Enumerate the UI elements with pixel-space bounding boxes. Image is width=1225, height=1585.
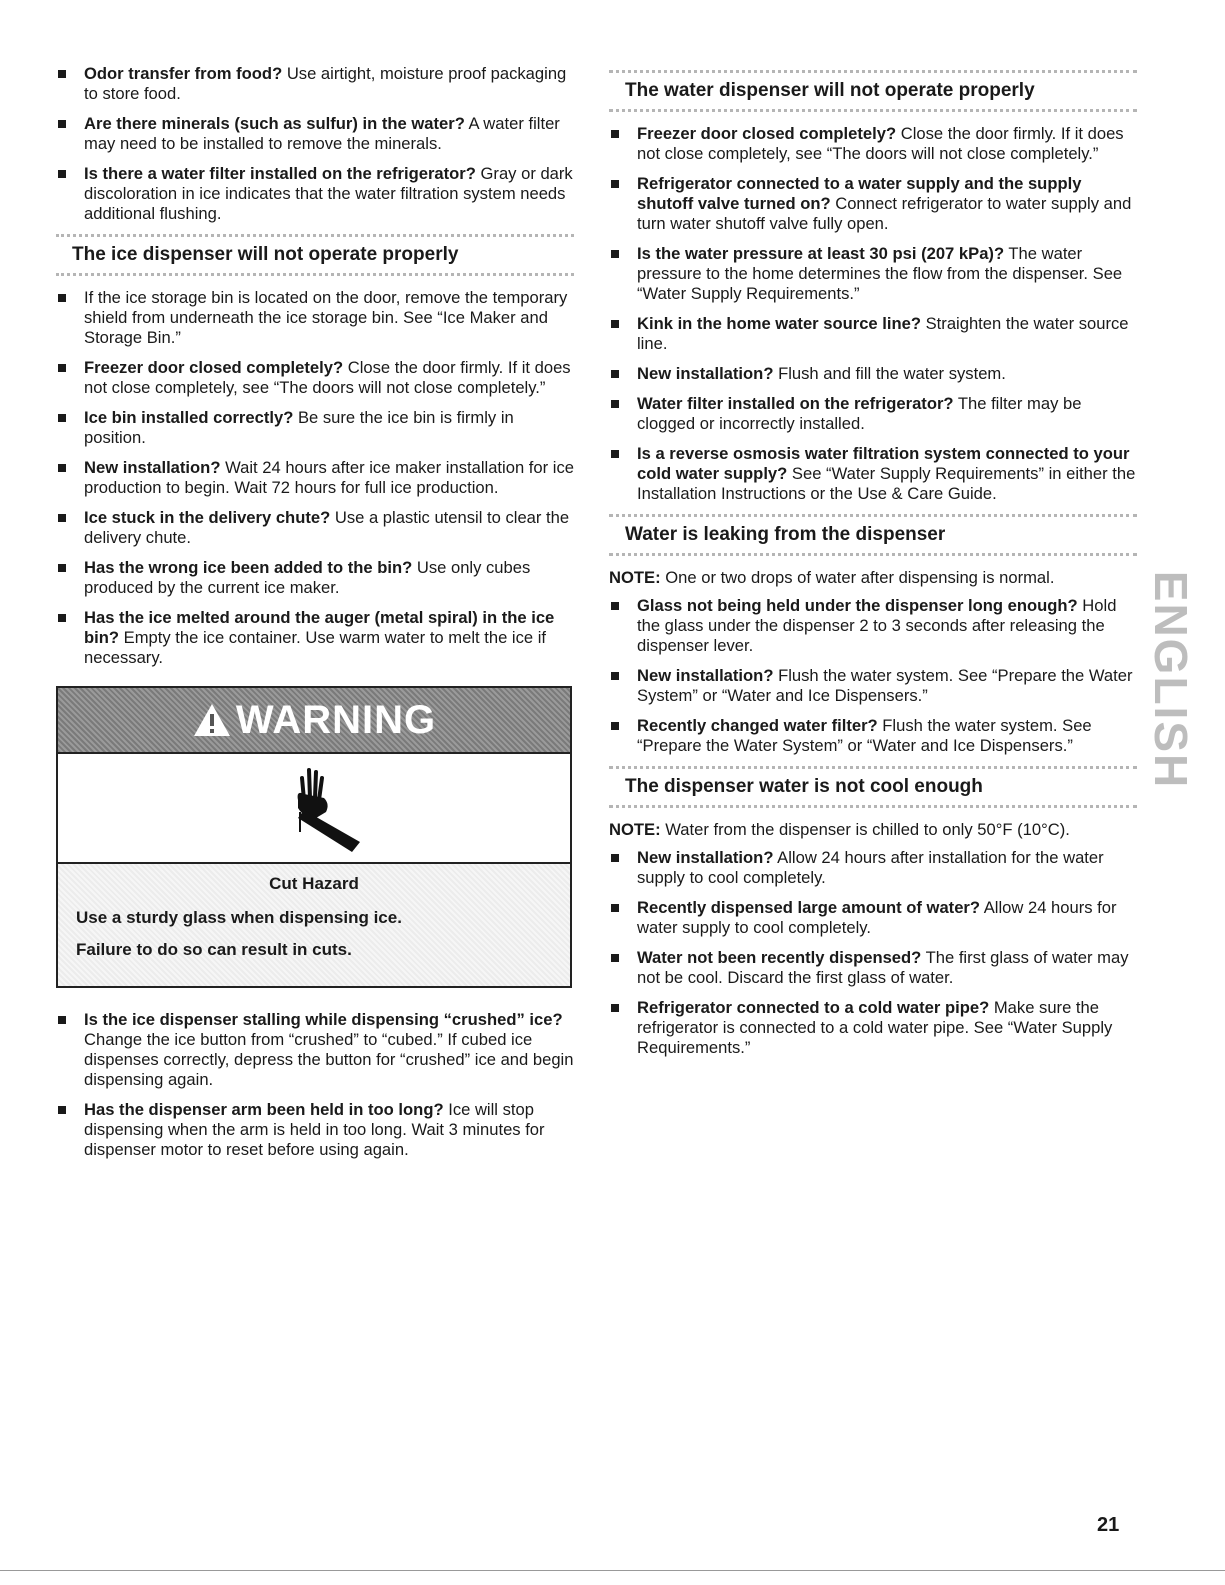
left-column <box>56 64 574 1170</box>
item-question: New installation? <box>637 848 774 867</box>
list-item <box>609 998 1137 1058</box>
bottom-rule <box>0 1570 1225 1571</box>
bullet-icon <box>611 954 619 962</box>
item-question: New installation? <box>84 458 221 477</box>
bullet-icon <box>611 722 619 730</box>
item-answer: A water filter may need to be installed to remove the minerals. <box>84 114 560 153</box>
cut-hand-icon <box>264 760 364 856</box>
list-item <box>56 458 574 498</box>
list-item <box>56 164 574 224</box>
warning-hazard: Cut Hazard <box>269 874 359 893</box>
item-answer: The first glass of water may not be cool. Discard the first glass of water. <box>637 948 1129 987</box>
item-answer: Empty the ice container. Use warm water to melt the ice if necessary. <box>84 628 547 667</box>
list-item <box>609 174 1137 234</box>
warning-line-2: Failure to do so can result in cuts. <box>76 940 352 959</box>
list-item <box>609 444 1137 504</box>
page-number: 21 <box>1097 1514 1120 1536</box>
cool-heading: The dispenser water is not cool enough <box>609 766 1137 808</box>
cool-list <box>609 848 1137 1058</box>
item-question: Is a reverse osmosis water filtration system connected to your cold water supply? <box>637 444 1130 483</box>
bullet-icon <box>611 904 619 912</box>
item-answer: Use airtight, moisture proof packaging to store food. <box>84 64 567 103</box>
list-item <box>56 64 574 104</box>
water-dispenser-heading: The water dispenser will not operate properly <box>609 70 1137 112</box>
bullet-icon <box>58 514 66 522</box>
item-answer: Connect refrigerator to water supply and turn water shutoff valve fully open. <box>637 194 1132 233</box>
bullet-icon <box>58 70 66 78</box>
item-question: Freezer door closed completely? <box>637 124 897 143</box>
item-question: Is there a water filter installed on the refrigerator? <box>84 164 476 183</box>
item-answer: The water pressure to the home determines the flow from the dispenser. See “Water Supply Requirements.” <box>637 244 1123 303</box>
right-column <box>609 70 1137 1068</box>
item-answer: Flush the water system. See “Prepare the Water System” or “Water and Ice Dispensers.” <box>637 716 1092 755</box>
bullet-icon <box>611 1004 619 1012</box>
item-question: Water not been recently dispensed? <box>637 948 922 967</box>
item-question: Has the dispenser arm been held in too long? <box>84 1100 444 1119</box>
item-question: Kink in the home water source line? <box>637 314 921 333</box>
item-answer: Make sure the refrigerator is connected to a cold water pipe. See “Water Supply Requirements.” <box>637 998 1113 1057</box>
list-item <box>56 558 574 598</box>
bullet-icon <box>58 564 66 572</box>
item-answer: The filter may be clogged or incorrectly installed. <box>637 394 1082 433</box>
list-item <box>609 666 1137 706</box>
item-answer: Ice will stop dispensing when the arm is held in too long. Wait 3 minutes for dispenser motor to reset before using again. <box>84 1100 545 1159</box>
bullet-icon <box>611 854 619 862</box>
item-question: Recently dispensed large amount of water? <box>637 898 981 917</box>
bullet-icon <box>58 294 66 302</box>
item-answer: Flush and fill the water system. <box>773 364 1006 383</box>
item-answer: Allow 24 hours after installation for the water supply to cool completely. <box>637 848 1104 887</box>
water-dispenser-list <box>609 124 1137 504</box>
item-question: Has the wrong ice been added to the bin? <box>84 558 413 577</box>
bullet-icon <box>58 170 66 178</box>
leak-note-text: One or two drops of water after dispensing is normal. <box>660 568 1055 587</box>
list-item <box>56 114 574 154</box>
item-question: Refrigerator connected to a cold water pipe? <box>637 998 990 1017</box>
list-item <box>56 288 574 348</box>
list-item <box>609 848 1137 888</box>
warning-text <box>58 864 570 986</box>
item-answer: Close the door firmly. If it does not close completely, see “The doors will not close completely.” <box>84 358 571 397</box>
item-question: Is the water pressure at least 30 psi (207 kPa)? <box>637 244 1005 263</box>
item-question: New installation? <box>637 666 774 685</box>
item-answer: Use a plastic utensil to clear the delivery chute. <box>84 508 570 547</box>
list-item <box>609 898 1137 938</box>
item-question: Odor transfer from food? <box>84 64 283 83</box>
bullet-icon <box>611 250 619 258</box>
item-answer: Straighten the water source line. <box>637 314 1129 353</box>
bullet-icon <box>611 180 619 188</box>
warning-title: WARNING <box>235 697 437 742</box>
leaking-list <box>609 596 1137 756</box>
list-item <box>56 1010 574 1090</box>
leaking-heading: Water is leaking from the dispenser <box>609 514 1137 556</box>
item-question: Refrigerator connected to a water supply and the supply shutoff valve turned on? <box>637 174 1082 213</box>
ice-dispenser-list <box>56 288 574 668</box>
warning-triangle-icon <box>192 702 232 738</box>
item-question: New installation? <box>637 364 774 383</box>
list-item <box>56 608 574 668</box>
bullet-icon <box>58 464 66 472</box>
list-item <box>609 124 1137 164</box>
item-question: Has the ice melted around the auger (metal spiral) in the ice bin? <box>84 608 555 647</box>
warning-box <box>56 686 572 988</box>
list-item <box>609 716 1137 756</box>
list-item <box>609 948 1137 988</box>
item-question: Glass not being held under the dispenser long enough? <box>637 596 1078 615</box>
item-answer: Wait 24 hours after ice maker installation for ice production to begin. Wait 72 hours for full ice production. <box>84 458 574 497</box>
list-item <box>56 1100 574 1160</box>
bullet-icon <box>611 450 619 458</box>
list-item <box>609 596 1137 656</box>
warning-banner <box>58 688 570 754</box>
intro-list <box>56 64 574 224</box>
item-answer: Hold the glass under the dispenser 2 to 3 seconds after releasing the dispenser lever. <box>637 596 1117 655</box>
item-question: Is the ice dispenser stalling while dispensing “crushed” ice? <box>84 1010 563 1029</box>
item-answer: Allow 24 hours for water supply to cool completely. <box>637 898 1117 937</box>
list-item <box>56 358 574 398</box>
item-answer: Close the door firmly. If it does not close completely, see “The doors will not close completely.” <box>637 124 1124 163</box>
leak-note <box>609 568 1137 588</box>
item-question: Are there minerals (such as sulfur) in the water? <box>84 114 465 133</box>
item-question: Freezer door closed completely? <box>84 358 344 377</box>
bullet-icon <box>58 1016 66 1024</box>
warning-line-1: Use a sturdy glass when dispensing ice. <box>76 908 402 927</box>
cool-note <box>609 820 1137 840</box>
item-question: Ice stuck in the delivery chute? <box>84 508 331 527</box>
list-item <box>609 364 1137 384</box>
bullet-icon <box>58 120 66 128</box>
bullet-icon <box>611 130 619 138</box>
item-answer: See “Water Supply Requirements” in either the Installation Instructions or the Use & Care Guide. <box>637 464 1136 503</box>
bullet-icon <box>58 364 66 372</box>
item-answer: Change the ice button from “crushed” to “cubed.” If cubed ice dispenses correctly, depress the button for “crushed” ice and begin dispensing again. <box>84 1030 574 1089</box>
item-answer: Flush the water system. See “Prepare the Water System” or “Water and Ice Dispensers.” <box>637 666 1133 705</box>
list-item <box>609 394 1137 434</box>
side-tab-label: ENGLISH <box>1145 570 1197 790</box>
item-question: Water filter installed on the refrigerator? <box>637 394 954 413</box>
bullet-icon <box>611 320 619 328</box>
item-question: Ice bin installed correctly? <box>84 408 294 427</box>
item-answer: Gray or dark discoloration in ice indicates that the water filtration system needs additional flushing. <box>84 164 573 223</box>
item-answer: Use only cubes produced by the current ice maker. <box>84 558 531 597</box>
bullet-icon <box>611 400 619 408</box>
list-item <box>56 508 574 548</box>
bullet-icon <box>58 414 66 422</box>
bullet-icon <box>611 602 619 610</box>
language-side-tab <box>1145 568 1197 792</box>
cut-hazard-graphic <box>58 754 570 864</box>
item-answer: Be sure the ice bin is firmly in position. <box>84 408 514 447</box>
item-answer: If the ice storage bin is located on the door, remove the temporary shield from underneath the ice storage bin. See “Ice Maker and Storage Bin.” <box>84 288 568 347</box>
ice-dispenser-heading: The ice dispenser will not operate properly <box>56 234 574 276</box>
cool-note-text: Water from the dispenser is chilled to only 50°F (10°C). <box>660 820 1070 839</box>
leak-note-label: NOTE: <box>609 568 661 587</box>
bullet-icon <box>611 370 619 378</box>
list-item <box>56 408 574 448</box>
crushed-ice-list <box>56 1010 574 1160</box>
list-item <box>609 244 1137 304</box>
bullet-icon <box>58 1106 66 1114</box>
cool-note-label: NOTE: <box>609 820 661 839</box>
bullet-icon <box>58 614 66 622</box>
bullet-icon <box>611 672 619 680</box>
item-question: Recently changed water filter? <box>637 716 878 735</box>
list-item <box>609 314 1137 354</box>
